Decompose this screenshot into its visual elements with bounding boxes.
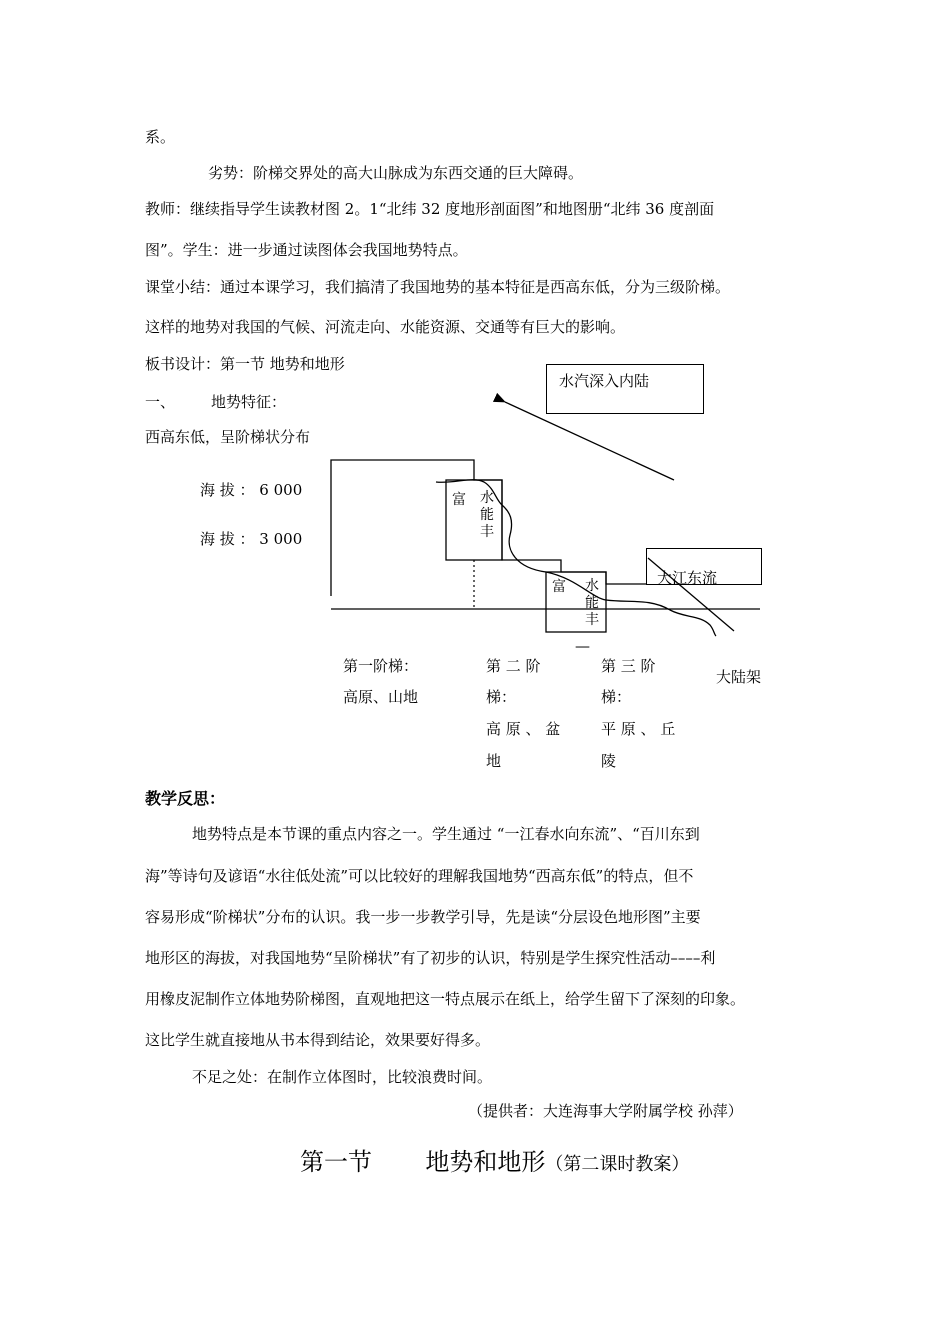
reflection-line4: 地形区的海拔，对我国地势“呈阶梯状”有了初步的认识，特别是学生探究性活动––––利 [145,949,716,967]
reflection-heading: 教学反思： [145,789,226,808]
dash-mark: — [575,637,590,655]
river-label: 大江东流 [657,569,718,587]
rich-label-1: 富 [452,492,466,508]
provider-credit: （提供者：大连海事大学附属学校 孙萍） [468,1102,743,1120]
hydro-label-2: 水能丰 [585,578,599,628]
reflection-line6: 这比学生就直接地从书本得到结论，效果要好得多。 [145,1031,491,1049]
step3-label-line4: 陵 [601,752,617,770]
river-label-box [646,548,762,585]
feature-heading: 地势特征： [211,393,287,411]
step3-label-line1: 第 三 阶 [601,657,656,675]
continental-shelf-label: 大陆架 [716,668,762,686]
rich-label-2: 富 [552,579,566,595]
board-design-heading: 板书设计：第一节 地势和地形 [145,355,345,373]
paragraph-summary-line1: 课堂小结：通过本课学习，我们搞清了我国地势的基本特征是西高东低，分为三级阶梯。 [145,278,731,296]
step1-label-line2: 高原、山地 [343,688,419,706]
paragraph-disadvantage: 劣势：阶梯交界处的高大山脉成为东西交通的巨大障碍。 [208,164,584,182]
paragraph-summary-line2: 这样的地势对我国的气候、河流走向、水能资源、交通等有巨大的影响。 [145,318,626,336]
step3-label-line2: 梯： [601,688,632,706]
paragraph-teacher-line2: 图”。学生：进一步通过读图体会我国地势特点。 [145,241,468,259]
step2-label-line4: 地 [486,752,502,770]
feature-text: 西高东低，呈阶梯状分布 [145,428,311,446]
reflection-line7: 不足之处：在制作立体图时，比较浪费时间。 [192,1068,493,1086]
section-number: 一、 [145,393,176,411]
section-title-main: 第一节 地势和地形 [300,1148,546,1176]
reflection-line2: 海”等诗句及谚语“水往低处流”可以比较好的理解我国地势“西高东低”的特点，但不 [145,867,694,885]
section-subtitle: （第二课时教案） [545,1154,690,1175]
paragraph-teacher-line1: 教师：继续指导学生读教材图 2。1“北纬 32 度地形剖面图”和地图册“北纬 36 度剖面 [145,200,715,218]
hydro-label-1: 水能丰 [480,490,494,540]
step3-label-line3: 平 原 、 丘 [601,720,676,738]
reflection-line3: 容易形成“阶梯状”分布的认识。我一步一步教学引导，先是读“分层设色地形图”主要 [145,908,701,926]
step2-label-line1: 第 二 阶 [486,657,541,675]
step1-label-line1: 第一阶梯： [343,657,419,675]
step2-label-line3: 高 原 、 盆 [486,720,561,738]
vapor-label-box [546,364,704,414]
section-title [300,1147,689,1180]
reflection-line5: 用橡皮泥制作立体地势阶梯图，直观地把这一特点展示在纸上，给学生留下了深刻的印象。 [145,990,746,1008]
vapor-label: 水汽深入内陆 [559,372,650,390]
altitude-6000-label: 海 拔 ： 6 000 [200,481,303,499]
altitude-3000-label: 海 拔 ： 3 000 [200,530,303,548]
paragraph-continuation: 系。 [145,128,176,146]
step2-label-line2: 梯： [486,688,517,706]
reflection-line1: 地势特点是本节课的重点内容之一。学生通过 “一江春水向东流”、“百川东到 [192,825,700,843]
